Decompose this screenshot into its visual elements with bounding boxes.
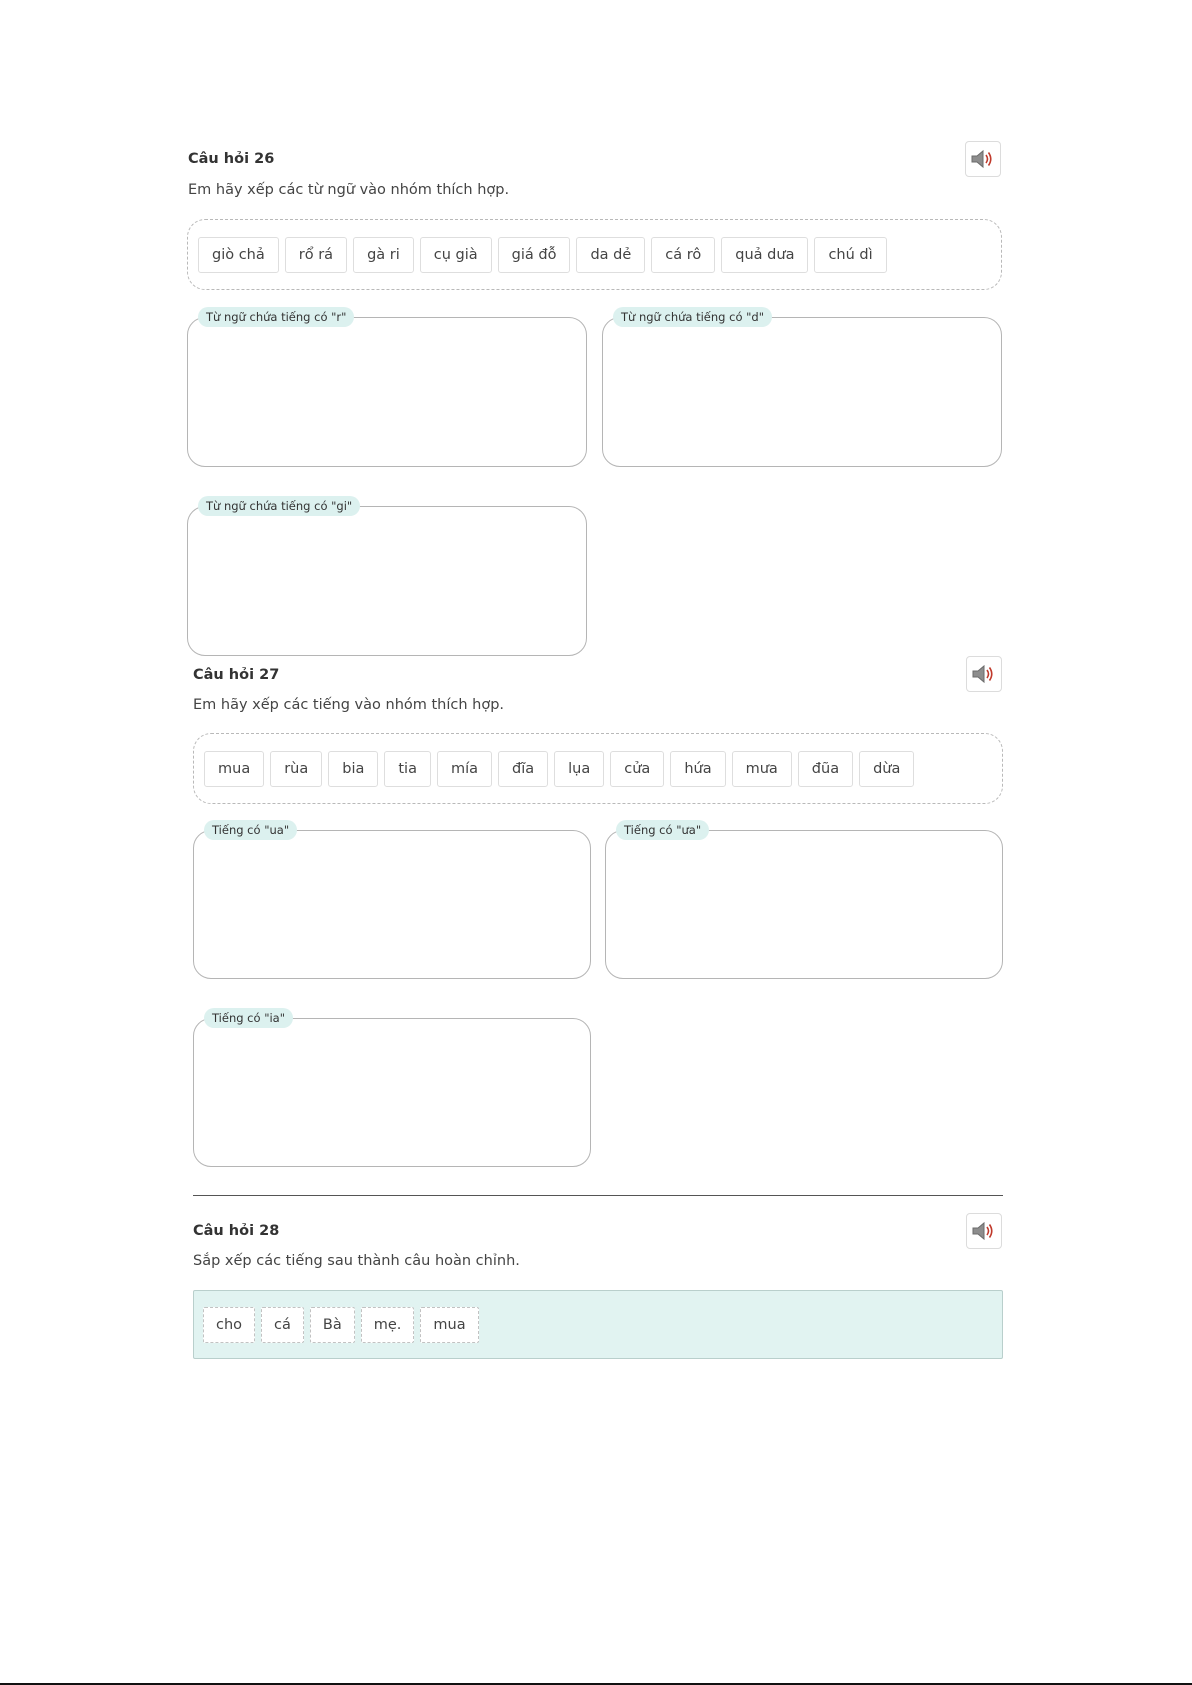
speaker-icon (970, 148, 996, 170)
word-chip[interactable]: rổ rá (285, 237, 347, 273)
word-tile[interactable]: Bà (310, 1307, 355, 1343)
question-26-word-bank (187, 219, 1002, 290)
question-26-group-r[interactable] (187, 310, 587, 467)
question-26-audio-button[interactable] (965, 141, 1001, 177)
question-27-group-ia[interactable] (193, 1011, 591, 1167)
word-chip[interactable]: rùa (270, 751, 322, 787)
question-27-prompt: Em hãy xếp các tiếng vào nhóm thích hợp. (193, 697, 505, 713)
question-28-title: Câu hỏi 28 (193, 1223, 280, 1239)
speaker-icon (971, 1220, 997, 1242)
question-26-group-d[interactable] (602, 310, 1002, 467)
question-27-word-bank (193, 733, 1003, 804)
question-28-answer-area[interactable] (193, 1290, 1003, 1359)
question-26-prompt: Em hãy xếp các từ ngữ vào nhóm thích hợp. (188, 182, 510, 198)
word-tile[interactable]: cho (203, 1307, 255, 1343)
question-27-group-uoa[interactable] (605, 823, 1003, 979)
word-chip[interactable]: cụ già (420, 237, 492, 273)
word-tile[interactable]: mẹ. (361, 1307, 415, 1343)
question-28-audio-button[interactable] (966, 1213, 1002, 1249)
group-label: Tiếng có "ia" (204, 1008, 293, 1028)
group-label: Từ ngữ chứa tiếng có "d" (613, 307, 772, 327)
word-tile[interactable]: cá (261, 1307, 304, 1343)
word-chip[interactable]: mưa (732, 751, 792, 787)
word-chip[interactable]: mua (204, 751, 264, 787)
question-28-prompt: Sắp xếp các tiếng sau thành câu hoàn chỉnh. (193, 1253, 520, 1269)
question-27-title: Câu hỏi 27 (193, 667, 280, 683)
word-chip[interactable]: dừa (859, 751, 914, 787)
word-chip[interactable]: quả dưa (721, 237, 808, 273)
word-chip[interactable]: đũa (798, 751, 853, 787)
word-chip[interactable]: cửa (610, 751, 664, 787)
word-chip[interactable]: hứa (670, 751, 725, 787)
word-chip[interactable]: giò chả (198, 237, 279, 273)
word-chip[interactable]: lụa (554, 751, 604, 787)
group-label: Tiếng có "ua" (204, 820, 297, 840)
word-chip[interactable]: đĩa (498, 751, 548, 787)
word-chip[interactable]: giá đỗ (498, 237, 571, 273)
word-chip[interactable]: chú dì (814, 237, 886, 273)
question-26-group-gi[interactable] (187, 499, 587, 656)
word-chip[interactable]: cá rô (651, 237, 715, 273)
group-label: Từ ngữ chứa tiếng có "r" (198, 307, 354, 327)
section-divider (193, 1195, 1003, 1196)
group-label: Từ ngữ chứa tiếng có "gi" (198, 496, 360, 516)
speaker-icon (971, 663, 997, 685)
word-chip[interactable]: mía (437, 751, 492, 787)
question-26-title: Câu hỏi 26 (188, 151, 275, 167)
word-chip[interactable]: gà ri (353, 237, 414, 273)
word-tile[interactable]: mua (420, 1307, 478, 1343)
word-chip[interactable]: bia (328, 751, 378, 787)
word-chip[interactable]: tia (384, 751, 431, 787)
question-27-group-ua[interactable] (193, 823, 591, 979)
question-27-audio-button[interactable] (966, 656, 1002, 692)
word-chip[interactable]: da dẻ (576, 237, 645, 273)
group-label: Tiếng có "ưa" (616, 820, 709, 840)
